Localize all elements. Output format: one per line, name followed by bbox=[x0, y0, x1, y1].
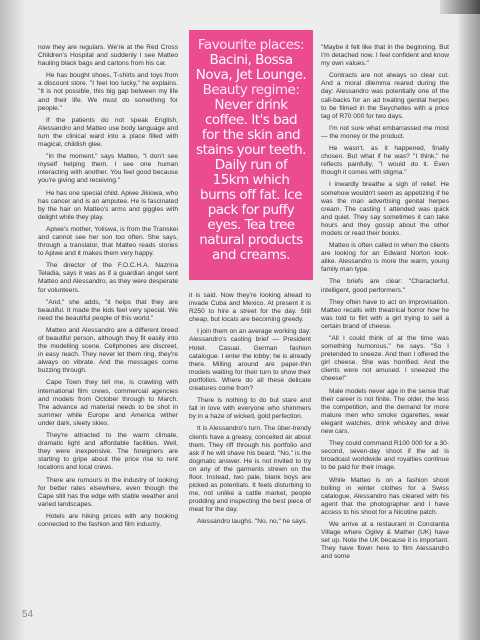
paragraph: Matteo and Alessandro are a different breed of beautiful person, although they fit easily into the modelling scene. Cellphones are discreet, in easy reach. They never let them ring, they're always on vibrate. And the messages come buzzing through. bbox=[38, 326, 178, 375]
paragraph: I'm not sure what embarrassed me most — the money or the product. bbox=[321, 124, 449, 140]
paragraph: He wasn't, as it happened, finally chosen. But what if he was? "I think," he reflects painfully, "I would do it. Even though it comes with stigma." bbox=[321, 145, 449, 177]
paragraph: "And," she adds, "it helps that they are beautiful. It made the kids feel very special. We need the beautiful people of this world." bbox=[38, 298, 178, 322]
page-number: 54 bbox=[22, 609, 34, 620]
sidebar-regime: Never drink coffee. It's bad for the skin and stains your teeth. Daily run of 15km which burns off fat. Ice pack for puffy eyes. Tea tree natural products and creams. bbox=[196, 97, 306, 263]
paragraph: He has bought shoes, T-shirts and toys from a discount store. "I feel too lucky," he explains. "It is not possible, this big gap between my life and their life. We must do something for people." bbox=[38, 72, 178, 112]
paragraph: If the patients do not speak English, Alessandro and Matteo use body language and turn the clinical ward into a place filled with magical, childish glee. bbox=[38, 116, 178, 149]
paragraph: The director of the F.O.C.H.A. Nazrina Teladia, says it was as if a guardian angel sent Matteo and Alessandro, as they were desperate for volunteers. bbox=[38, 262, 178, 294]
paragraph: They often have to act on improvisation. Matteo recalls with theatrical horror how he was told to flirt with a girl trying to sell a certain brand of cheese. bbox=[321, 298, 449, 330]
paragraph: We arrive at a restaurant in Constantia Village where Ogilvy & Mather (UK) have set up. Note the UK because it is important. They have flown here to film Alessandro and some bbox=[321, 520, 449, 561]
article-column-2 bbox=[189, 292, 311, 531]
paragraph: There are rumours in the industry of looking for better rates elsewhere, even though the Cape still has the edge with stable weather and varied landscapes. bbox=[38, 476, 178, 508]
paragraph: Cape Town they tell me, is crawling with international film crews, commercial agencies and models from October through to March. The advance ad material needs to be shot in summer while Europe and America wither under dark, sleety skies. bbox=[38, 379, 178, 427]
paragraph: It is Alessandro's turn. The über-trendy clients have a greasy, conceited air about them. They riff through his portfolio and ask if he will shave his beard. "No," is the dogmatic answer. He is not invited to try on any of the garments strewn on the floor. Instead, two pale, blank boys are picked as potentials. It feels disturbing to me, not unlike a cattle market, people prodding and inspecting the best piece of meat for the day. bbox=[189, 425, 311, 514]
paragraph: Male models never age in the sense that their career is not finite. The older, the less the competition, and the demand for more mature men who smoke cigarettes, wear elegant watches, drink whiskey and drive new cars. bbox=[321, 387, 449, 436]
paragraph: Alessandro laughs. "No, no," he says. bbox=[197, 518, 308, 526]
sidebar-heading-beauty: Beauty regime: bbox=[202, 82, 300, 98]
paragraph: They could command R100 000 for a 30-second, seven-day shoot if the ad is broadcast worldwide and royalties continue to be paid for their image. bbox=[321, 440, 449, 472]
paragraph: "In the moment," says Matteo, "I don't see myself helping them. I see one human interacting with another. You feel good because you're giving and receiving." bbox=[38, 153, 178, 185]
paragraph: "Maybe it felt like that in the beginning. But I'm detached now. I feel confident and know my own values." bbox=[321, 44, 449, 68]
paragraph: Matteo is often called in when the clients are looking for an Edward Norton look-alike. Alessandro is more the warm, young family man type. bbox=[321, 242, 449, 274]
paragraph: The briefs are clear: "Characterful, intelligent, good performers." bbox=[321, 278, 449, 294]
sidebar-heading-places: Favourite places: bbox=[197, 37, 305, 53]
paragraph: Hotels are hiking prices with any booking connected to the fashion and film industry. bbox=[38, 512, 178, 528]
article-column-3 bbox=[321, 44, 449, 565]
article-column-1 bbox=[38, 44, 178, 533]
paragraph: He has one special child. Apiwe Jikiowa, who has cancer and is an amputee. He is fascinated by the hair on Matteo's arms and giggles with delight while they play. bbox=[38, 189, 178, 221]
paragraph: "All I could think of at the time was something humorous," he says. "So I pretended to sneeze. And then I offered the girl cheese. She was horrified. And the clients were not amused. I sneezed the cheese!" bbox=[321, 335, 449, 383]
paragraph: While Matteo is on a fashion shoot boiling in winter clothes for a Swiss catalogue, Alessandro has cleared with his agent that the photographer and I have access to his shoot for a Nicotine patch. bbox=[321, 476, 449, 516]
paragraph: now they are regulars. We're at the Red Cross Children's Hospital and suddenly I see Matteo hauling black bags and cartons from his car. bbox=[38, 44, 178, 68]
magazine-spine bbox=[458, 0, 480, 640]
paragraph: I join them on an average working day: Alessandro's casting brief — President Hotel. Casual. German fashion catalogue. I enter the lobby; he is already there. Milling around are paper-thin models waiting for their turn to show their portfolios. Where do all these delicate creatures come from? bbox=[189, 328, 311, 393]
sidebar-box bbox=[189, 30, 313, 280]
page-edge-shadow bbox=[0, 0, 26, 640]
paragraph: There is nothing to do but stare and fall in love with everyone who shimmers by in a haze of wicked, gold perfection. bbox=[189, 397, 311, 421]
paragraph: Contracts are not always so clear cut. And a moral dilemma reared during the day: Alessandro was potentially one of the call-backs for an ad treating genital herpes to be filmed in the Seychelles with a price tag of R70 000 for two days. bbox=[321, 72, 449, 120]
page-corner-shadow bbox=[440, 0, 480, 14]
paragraph: I inwardly breathe a sigh of relief. He somehow wouldn't seem as appetizing if he was the man advertising genital herpes cream. The casting I attended was quick and quiet. They say sometimes it can take hours and they gossip about the other models or read their books. bbox=[321, 181, 449, 237]
paragraph: it is said. Now they're looking ahead to invade Cuba and Mexico. At present it is R250 to hire a street for the day. Still cheap, but locals are becoming greedy. bbox=[189, 292, 311, 324]
paragraph: Apiwe's mother, Yoliswa, is from the Transkei and cannot see her son too often. She says, through a translator, that Matteo reads stories to Apiwe and it makes them very happy. bbox=[38, 225, 178, 258]
sidebar-places: Bacini, Bossa Nova, Jet Lounge. bbox=[195, 52, 307, 83]
paragraph: They're attracted to the warm climate, dramatic light and affordable facilities. Well, they were inexpensive. The foreigners are starting to gripe about the price rise to rent locations and local crews. bbox=[38, 432, 178, 472]
